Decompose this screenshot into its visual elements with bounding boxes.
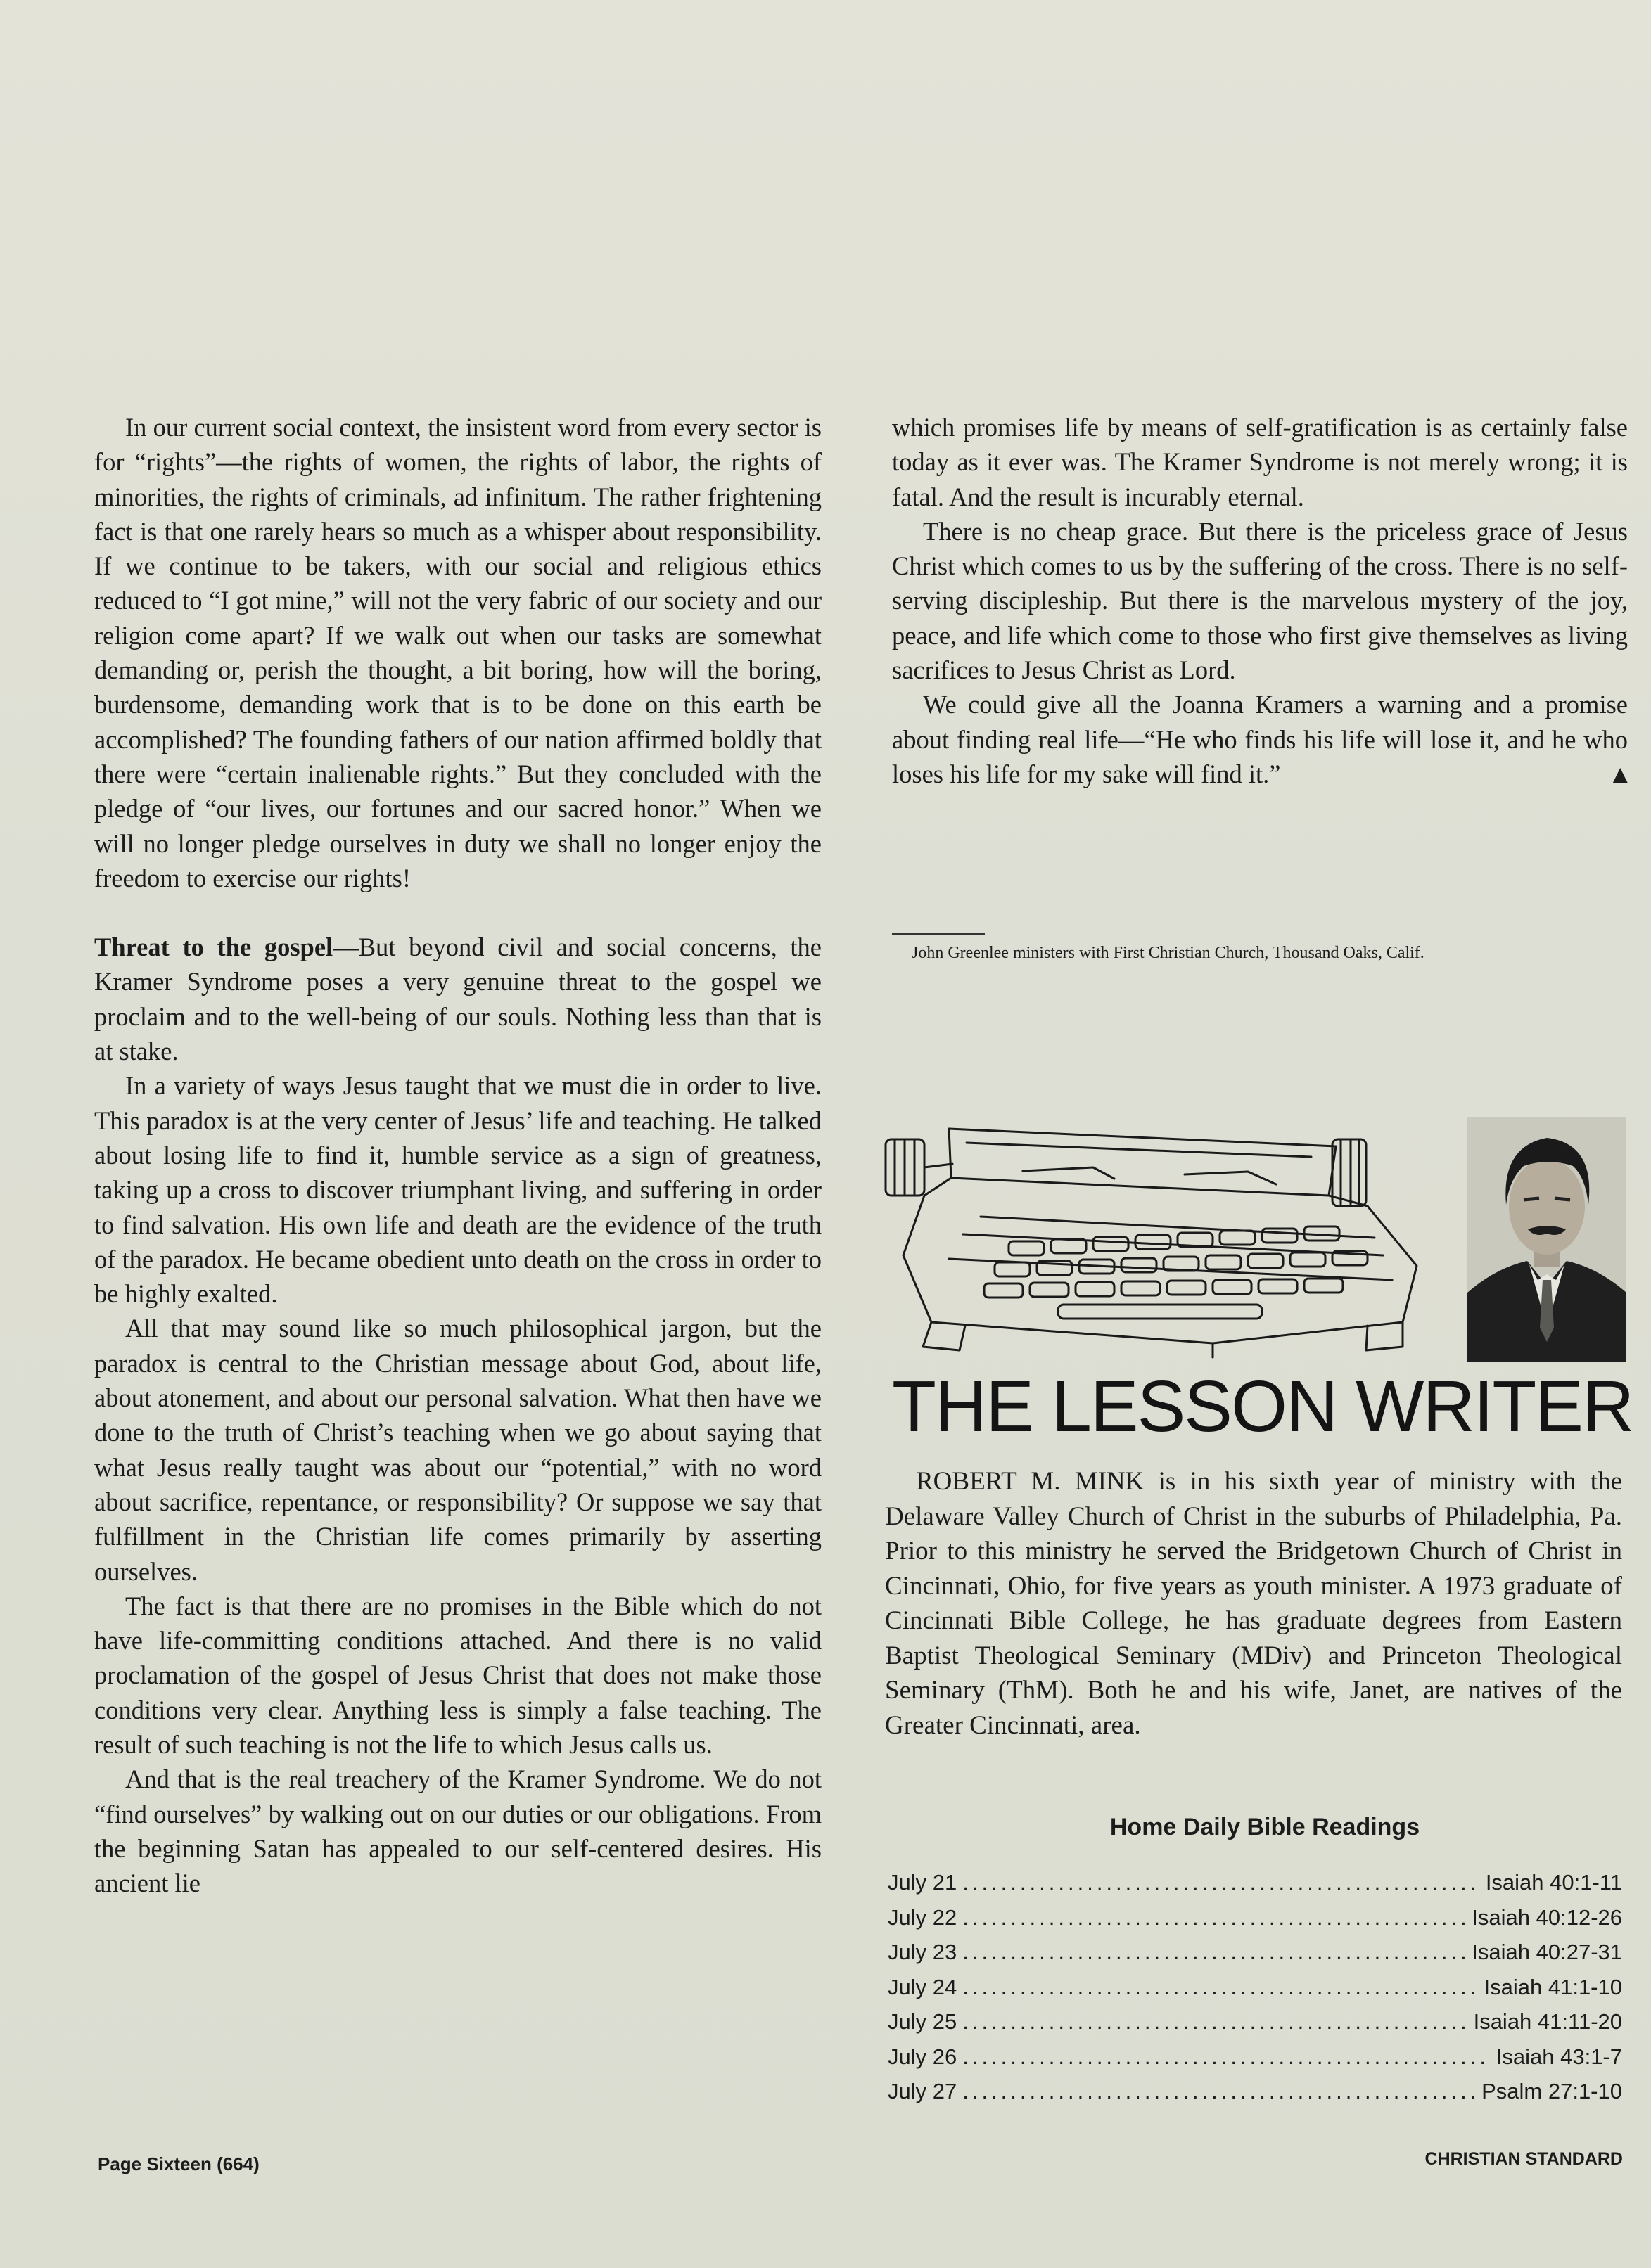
reading-item bbox=[888, 1905, 1622, 1940]
paragraph-threat bbox=[94, 930, 822, 1068]
reading-date: July 24 bbox=[888, 1974, 957, 1999]
reading-item bbox=[888, 2079, 1622, 2114]
leader-dots bbox=[962, 2009, 1467, 2035]
paragraph-paradox: In a variety of ways Jesus taught that we must die in order to live. This paradox is at the very center of Jesus’ life and teaching. He talked about losing life to find it, humble service as a sign of greatness, taking up a cross to discover triumphant living, and suffering in order to find salvation. His own life and death are the evidence of the truth of the paradox. He became obedient unto death on the cross in order to be highly exalted. bbox=[94, 1071, 822, 1309]
paragraph-cheap-grace: There is no cheap grace. But there is the priceless grace of Jesus Christ which comes to us by the suffering of the cross. There is no self-serving discipleship. But there is the marvelous mystery of the joy, peace, and life which come to those who first give themselves as living sacrifices to Jesus Christ as Lord. bbox=[892, 516, 1628, 685]
paragraph-self-gratification: which promises life by means of self-gratification is as certainly false today as it ever was. The Kramer Syndrome is not merely wrong; it is fatal. And the result is incurably eternal. bbox=[892, 413, 1628, 511]
reading-date: July 26 bbox=[888, 2044, 957, 2069]
reading-date: July 23 bbox=[888, 1940, 957, 1964]
daily-readings-list bbox=[888, 1870, 1622, 2114]
page-number-footer: Page Sixteen (664) bbox=[98, 2153, 260, 2174]
paragraph-rights: In our current social context, the insistent word from every sector is for “rights”—the rights of women, the rights of labor, the rights of minorities, the rights of criminals, ad infinitum. The rather frightening fact is that one rarely hears so much as a whisper about responsibility. If we continue to be takers, with our social and religious ethics reduced to “I got mine,” will not the very fabric of our society and our religion come apart? If we walk out when our tasks are somewhat demanding or, perish the thought, a bit boring, how will the boring, burdensome, demanding work that is to be done on this earth be accomplished? The founding fathers of our nation affirmed boldly that there were “certain inalienable rights.” But they concluded with the pledge of “our lives, our fortunes and our sacred honor.” When we will no longer pledge ourselves in duty we shall no longer enjoy the freedom to exercise our rights! bbox=[94, 413, 822, 892]
reading-item bbox=[888, 1870, 1622, 1905]
paragraph-promises: The fact is that there are no promises in the Bible which do not have life-committing conditions attached. And there is no valid proclamation of the gospel of Jesus Christ that does not make those conditions very clear. Anything less is simply a false teaching. The result of such teaching is not the life to which Jesus calls us. bbox=[94, 1591, 822, 1759]
lesson-writer-bio-text: ROBERT M. MINK is in his sixth year of ministry with the Delaware Valley Church of Christ in the suburbs of Philadelphia, Pa. Prior to this ministry he served the Bridgetown Church of Christ in Cincinnati, Ohio, for five years as youth minister. A 1973 graduate of Cincinnati Bible College, he has graduate degrees from Eastern Baptist Theological Seminary (MDiv) and Princeton Theological Seminary (ThM). Both he and his wife, Janet, are natives of the Greater Cincinnati, area. bbox=[885, 1467, 1622, 1740]
lesson-writer-bio bbox=[885, 1464, 1622, 1743]
paragraph-treachery: And that is the real treachery of the Kramer Syndrome. We do not “find ourselves” by walking out on our duties or our obligations. From the beginning Satan has appealed to our self-centered desires. His ancient lie bbox=[94, 1764, 822, 1898]
leader-dots bbox=[962, 1870, 1480, 1895]
leader-dots bbox=[962, 1940, 1466, 1965]
typewriter-illustration bbox=[882, 1111, 1445, 1364]
reading-reference: Isaiah 41:1-10 bbox=[1484, 1974, 1622, 1999]
reading-reference: Isaiah 40:27-31 bbox=[1472, 1940, 1622, 1964]
leader-dots bbox=[962, 1905, 1466, 1930]
end-of-article-mark: ▲ bbox=[1612, 762, 1628, 786]
daily-readings-title: Home Daily Bible Readings bbox=[1109, 1814, 1420, 1840]
paragraph-jargon: All that may sound like so much philosophical jargon, but the paradox is central to the Christian message about God, about life, about atonement, and about our personal salvation. What then have we done to the truth of Christ’s teaching when we go about saying that what Jesus really taught was about our “potential,” with no word about sacrifice, repentance, or responsibility? Or suppose we say that fulfillment in the Christian life comes primarily by asserting ourselves. bbox=[94, 1314, 822, 1586]
right-article-column bbox=[892, 410, 1628, 791]
author-note: John Greenlee ministers with First Christian Church, Thousand Oaks, Calif. bbox=[912, 944, 1424, 962]
reading-reference: Isaiah 43:1-7 bbox=[1496, 2044, 1622, 2069]
reading-item bbox=[888, 2044, 1622, 2080]
reading-item bbox=[888, 1940, 1622, 1975]
reading-date: July 22 bbox=[888, 1904, 957, 1930]
lesson-writer-heading: THE LESSON WRITER bbox=[892, 1366, 1633, 1447]
note-divider-rule bbox=[892, 933, 985, 935]
author-portrait-photo bbox=[1467, 1117, 1626, 1362]
left-article-column bbox=[94, 410, 822, 1900]
publication-name-footer: CHRISTIAN STANDARD bbox=[1424, 2149, 1623, 2169]
reading-reference: Psalm 27:1-10 bbox=[1481, 2079, 1622, 2103]
subhead-threat-to-gospel: Threat to the gospel bbox=[94, 933, 333, 962]
reading-item bbox=[888, 1975, 1622, 2010]
reading-item bbox=[888, 2009, 1622, 2044]
reading-date: July 25 bbox=[888, 2009, 957, 2034]
leader-dots bbox=[962, 2079, 1476, 2104]
reading-reference: Isaiah 40:1-11 bbox=[1485, 1870, 1622, 1895]
paragraph-threat-text: —But beyond civil and social concerns, the Kramer Syndrome poses a very genuine threat to the gospel we proclaim and to the well-being of our souls. Nothing less than that is at stake. bbox=[94, 933, 822, 1066]
leader-dots bbox=[962, 2044, 1491, 2070]
paragraph-warning bbox=[892, 687, 1628, 791]
leader-dots bbox=[962, 1975, 1478, 2000]
reading-reference: Isaiah 40:12-26 bbox=[1472, 1904, 1622, 1930]
paragraph-warning-text: We could give all the Joanna Kramers a warning and a promise about finding real life—“He who finds his life will lose it, and he who loses his life for my sake will find it.” bbox=[892, 690, 1628, 788]
reading-reference: Isaiah 41:11-20 bbox=[1473, 2009, 1622, 2034]
section-spacer bbox=[94, 895, 822, 930]
reading-date: July 27 bbox=[888, 2079, 957, 2103]
reading-date: July 21 bbox=[888, 1870, 957, 1895]
